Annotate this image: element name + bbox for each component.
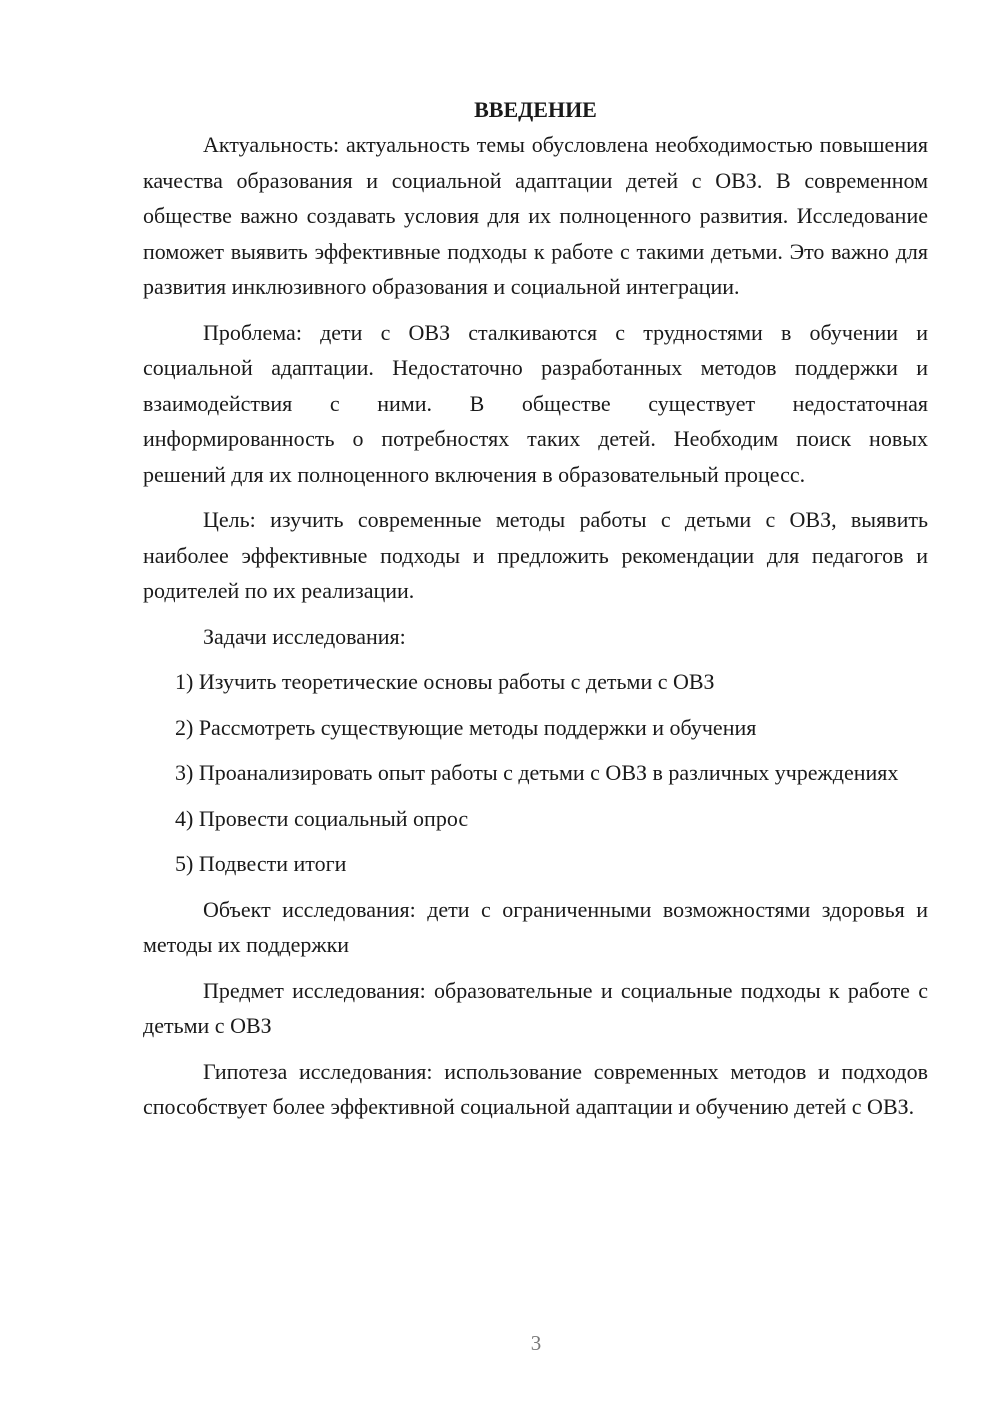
task-item: 2) Рассмотреть существующие методы поддержки и обучения <box>175 714 757 740</box>
hypothesis-paragraph: Гипотеза исследования: использование современных методов и подходов способствует более эффективной социальной адаптации и обучению детей с ОВЗ. <box>143 1058 928 1119</box>
problem-paragraph: Проблема: дети с ОВЗ сталкиваются с трудностями в обучении и социальной адаптации. Недостаточно разработанных методов поддержки и взаимодействия с ними. В обществе существует недостаточная информированность о потребностях таких детей. Необходим поиск новых решений для их полноценного включения в образовательный процесс. <box>143 319 928 487</box>
goal-paragraph: Цель: изучить современные методы работы с детьми с ОВЗ, выявить наиболее эффективные подходы и предложить рекомендации для педагогов и родителей по их реализации. <box>143 507 928 603</box>
task-item: 3) Проанализировать опыт работы с детьми с ОВЗ в различных учреждениях <box>175 760 899 785</box>
object-paragraph: Объект исследования: дети с ограниченными возможностями здоровья и методы их поддержки <box>143 896 928 957</box>
relevance-paragraph: Актуальность: актуальность темы обусловлена необходимостью повышения качества образования и социальной адаптации детей с ОВЗ. В современном обществе важно создавать условия для их полноценного развития. Исследование поможет выявить эффективные подходы к работе с такими детьми. Это важно для развития инклюзивного образования и социальной интеграции. <box>143 132 928 299</box>
page-number: 3 <box>530 1331 542 1355</box>
task-item: 1) Изучить теоретические основы работы с детьми с ОВЗ <box>175 669 715 694</box>
tasks-heading: Задачи исследования: <box>203 623 406 649</box>
document-page <box>143 92 928 1135</box>
section-heading: ВВЕДЕНИЕ <box>474 97 597 122</box>
subject-paragraph: Предмет исследования: образовательные и социальные подходы к работе с детьми с ОВЗ <box>143 977 928 1038</box>
task-item: 4) Провести социальный опрос <box>175 805 469 831</box>
task-item: 5) Подвести итоги <box>175 851 347 876</box>
